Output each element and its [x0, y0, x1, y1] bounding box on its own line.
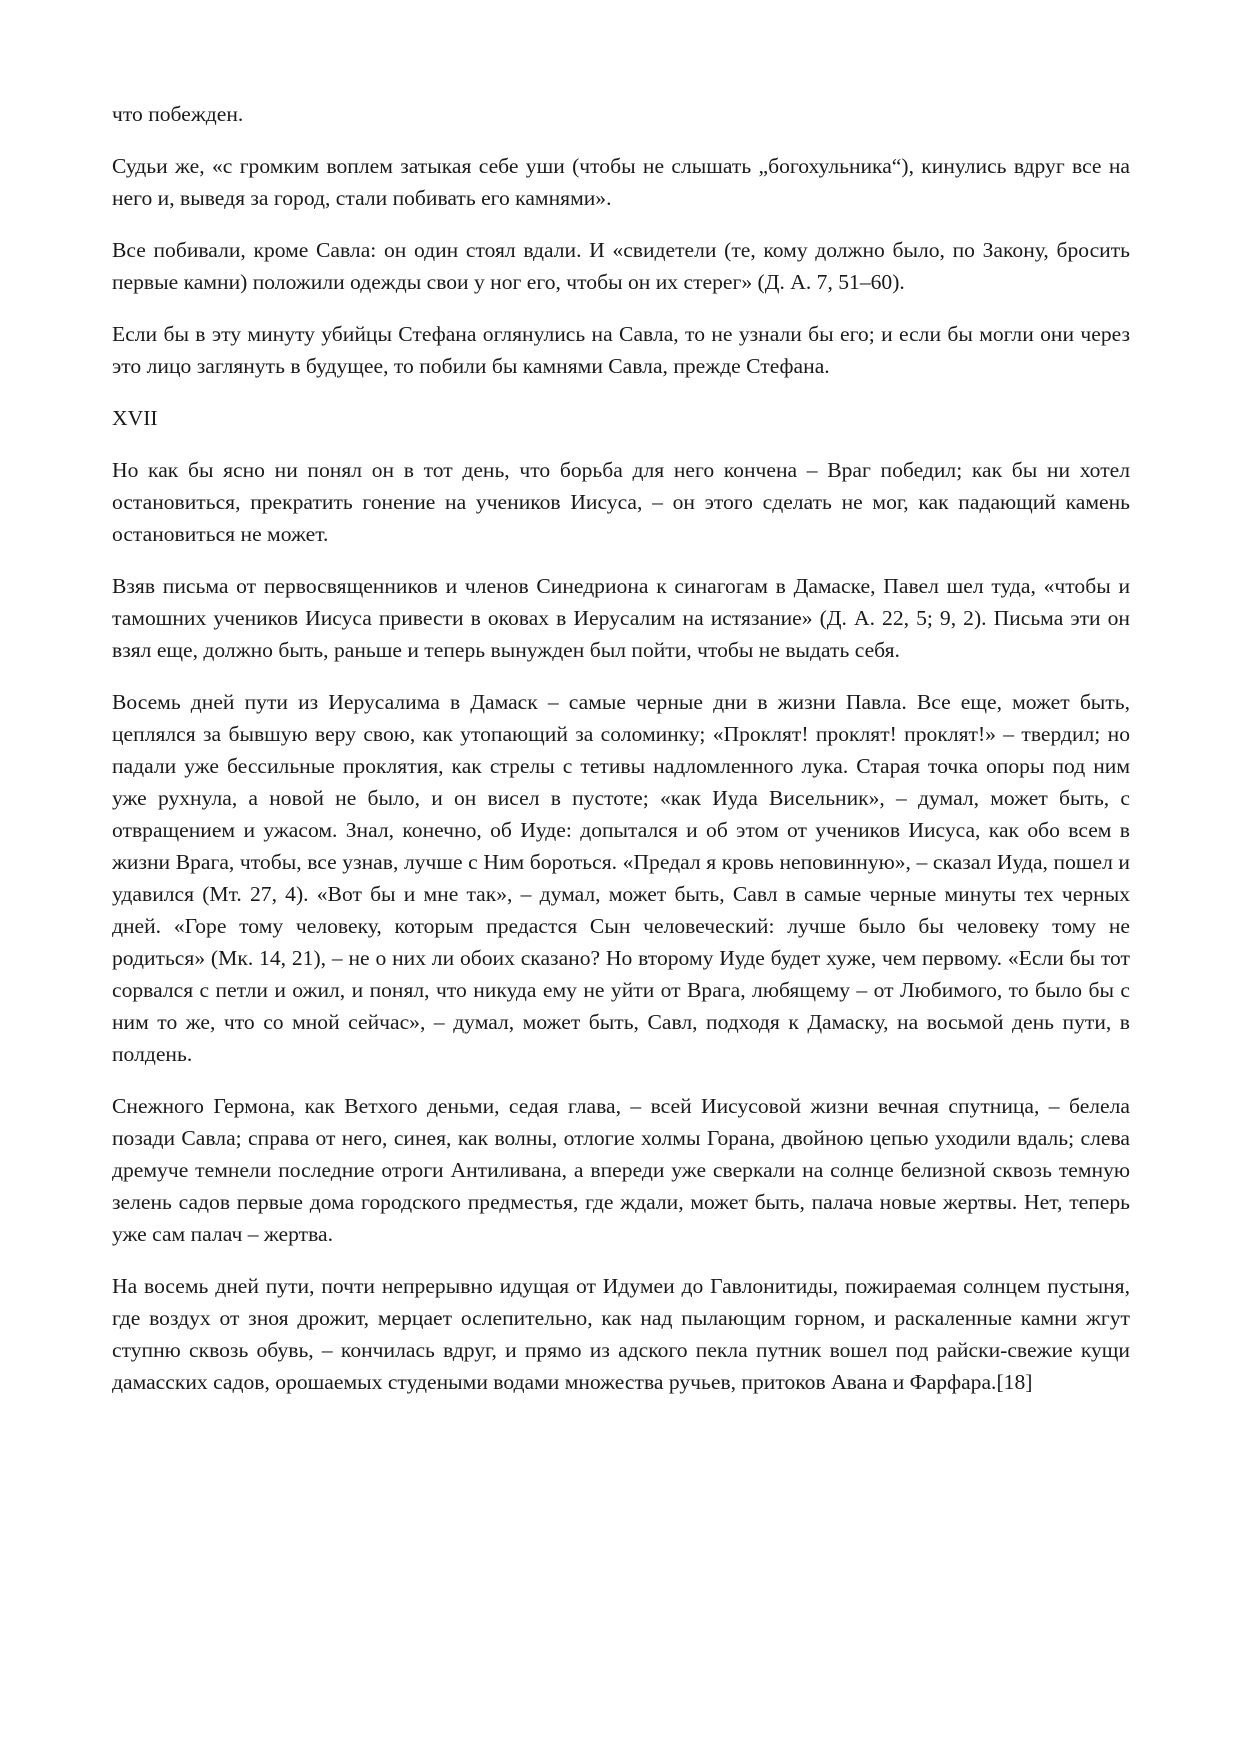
paragraph-9: На восемь дней пути, почти непрерывно идущая от Идумеи до Гавлонитиды, пожираемая солнцем пустыня, где воздух от зноя дрожит, мерцает ослепительно, как над пылающим горном, и раскаленные камни жгут ступню сквозь обувь, – кончилась вдруг, и прямо из адского пекла путник вошел под райски-свежие кущи дамасских садов, орошаемых студеными водами множества ручьев, притоков Авана и Фарфара.[18]	[112, 1274, 1130, 1394]
paragraph-8: Снежного Гермона, как Ветхого деньми, седая глава, – всей Иисусовой жизни вечная спутница, – белела позади Савла; справа от него, синея, как волны, отлогие холмы Горана, двойною цепью уходили вдаль; слева дремуче темнели последние отроги Антиливана, а впереди уже сверкали на солнце белизной сквозь темную зелень садов первые дома городского предместья, где ждали, может быть, палача новые жертвы. Нет, теперь уже сам палач – жертва.	[112, 1094, 1130, 1246]
paragraph-1: что побежден.	[112, 102, 244, 126]
paragraph-6: Взяв письма от первосвященников и членов Синедриона к синагогам в Дамаске, Павел шел туда, «чтобы и тамошних учеников Иисуса привести в оковах в Иерусалим на истязание» (Д. А. 22, 5; 9, 2). Письма эти он взял еще, должно быть, раньше и теперь вынужден был пойти, чтобы не выдать себя.	[112, 574, 1130, 662]
paragraph-5: Но как бы ясно ни понял он в тот день, что борьба для него кончена – Враг победил; как бы ни хотел остановиться, прекратить гонение на учеников Иисуса, – он этого сделать не мог, как падающий камень остановиться не может.	[112, 458, 1130, 546]
paragraph-2: Судьи же, «с громким воплем затыкая себе уши (чтобы не слышать „богохульника“), кинулись вдруг все на него и, выведя за город, стали побивать его камнями».	[112, 154, 1130, 210]
paragraph-4: Если бы в эту минуту убийцы Стефана оглянулись на Савла, то не узнали бы его; и если бы могли они через это лицо заглянуть в будущее, то побили бы камнями Савла, прежде Стефана.	[112, 322, 1130, 378]
paragraph-7: Восемь дней пути из Иерусалима в Дамаск – самые черные дни в жизни Павла. Все еще, может быть, цеплялся за бывшую веру свою, как утопающий за соломинку; «Проклят! проклят! проклят!» – твердил; но падали уже бессильные проклятия, как стрелы с тетивы надломленного лука. Старая точка опоры под ним уже рухнула, а новой не было, и он висел в пустоте; «как Иуда Висельник», – думал, может быть, с отвращением и ужасом. Знал, конечно, об Иуде: допытался и об этом от учеников Иисуса, как обо всем в жизни Врага, чтобы, все узнав, лучше с Ним бороться. «Предал я кровь неповинную», – сказал Иуда, пошел и удавился (Мт. 27, 4). «Вот бы и мне так», – думал, может быть, Савл в самые черные минуты тех черных дней. «Горе тому человеку, которым предастся Сын человеческий: лучше было бы человеку тому не родиться» (Мк. 14, 21), – не о них ли обоих сказано? Но второму Иуде будет хуже, чем первому. «Если бы тот сорвался с петли и ожил, и понял, что никуда ему не уйти от Врага, любящему – от Любимого, то было бы с ним то же, что со мной сейчас», – думал, может быть, Савл, подходя к Дамаску, на восьмой день пути, в полдень.	[112, 690, 1130, 1066]
paragraph-3: Все побивали, кроме Савла: он один стоял вдали. И «свидетели (те, кому должно было, по Закону, бросить первые камни) положили одежды свои у ног его, чтобы он их стерег» (Д. А. 7, 51–60).	[112, 238, 1130, 294]
chapter-heading: XVII	[112, 406, 158, 430]
document-page	[112, 98, 1130, 1418]
